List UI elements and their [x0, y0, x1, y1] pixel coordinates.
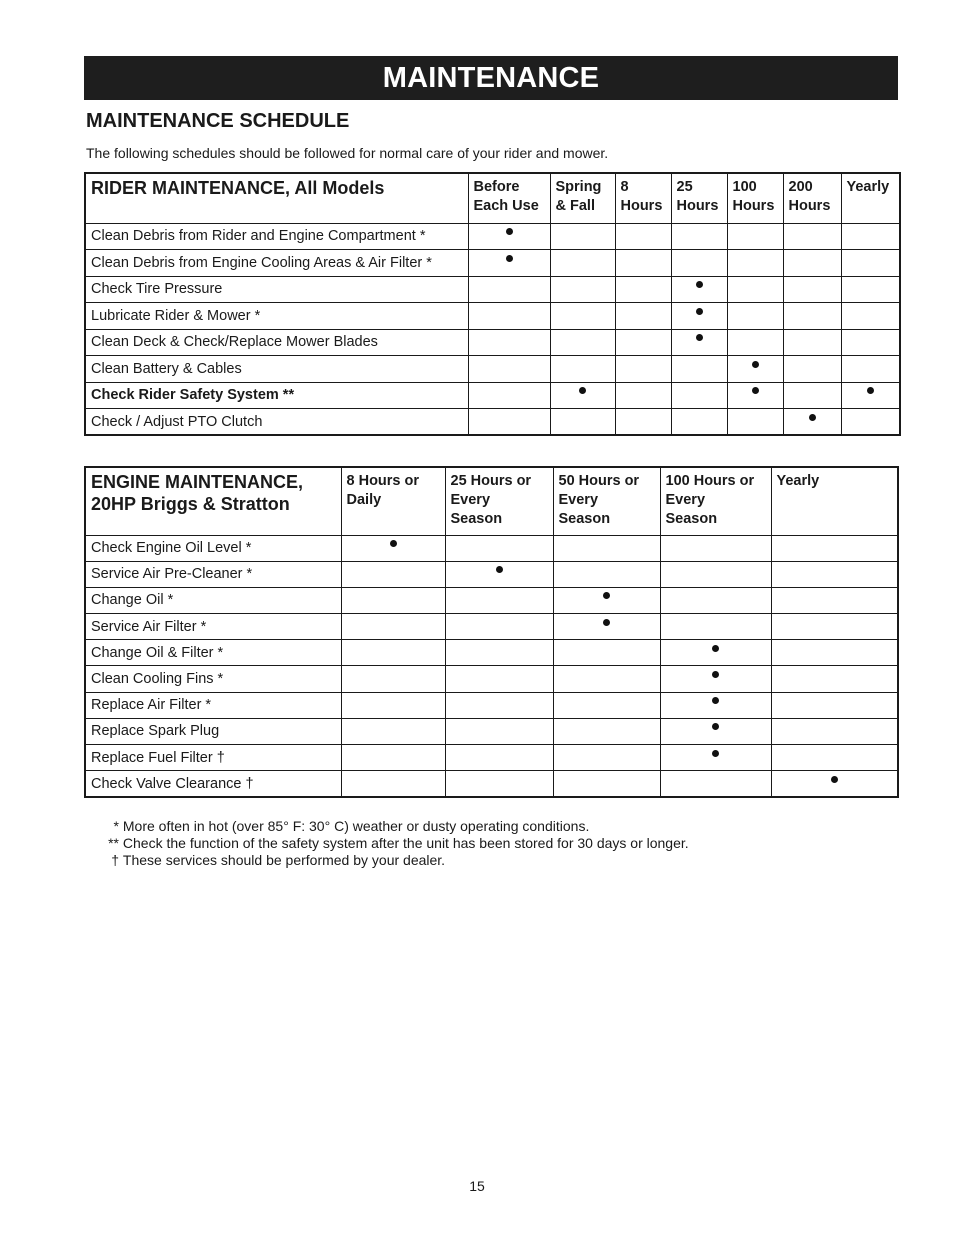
- schedule-cell: [341, 666, 445, 692]
- bullet-icon: [712, 645, 719, 652]
- footnote-text: More often in hot (over 85° F: 30° C) weather or dusty operating conditions.: [122, 818, 590, 834]
- task-label: Service Air Pre-Cleaner *: [85, 561, 341, 587]
- schedule-cell: [771, 561, 898, 587]
- schedule-cell: [615, 223, 671, 250]
- schedule-cell: [841, 250, 900, 277]
- table-row: [85, 640, 898, 666]
- schedule-cell: [341, 718, 445, 744]
- col-header-line: 200: [788, 179, 813, 195]
- schedule-cell: [841, 303, 900, 330]
- schedule-cell: [841, 276, 900, 303]
- rider-column-header: [468, 173, 550, 223]
- task-label: Replace Air Filter *: [85, 692, 341, 718]
- bullet-icon: [752, 387, 759, 394]
- schedule-cell: [445, 718, 553, 744]
- schedule-cell: [553, 771, 660, 797]
- schedule-cell: [660, 535, 771, 561]
- schedule-cell: [553, 535, 660, 561]
- schedule-cell: [771, 614, 898, 640]
- bullet-icon: [712, 697, 719, 704]
- schedule-cell: [445, 745, 553, 771]
- schedule-cell: [671, 356, 727, 383]
- col-header-line: Hours: [620, 198, 663, 214]
- schedule-cell: [727, 276, 783, 303]
- schedule-cell: [445, 771, 553, 797]
- table-row: [85, 535, 898, 561]
- rider-table-title: RIDER MAINTENANCE, All Models: [85, 173, 468, 223]
- table-row: [85, 745, 898, 771]
- bullet-icon: [712, 671, 719, 678]
- schedule-cell: [553, 666, 660, 692]
- table-row: [85, 303, 900, 330]
- engine-title-line: 20HP Briggs & Stratton: [91, 494, 290, 514]
- schedule-cell: [671, 329, 727, 356]
- schedule-cell: [783, 356, 841, 383]
- schedule-cell: [671, 276, 727, 303]
- schedule-cell: [445, 614, 553, 640]
- engine-column-header: [771, 467, 898, 535]
- task-label: Clean Battery & Cables: [85, 356, 468, 383]
- schedule-cell: [445, 692, 553, 718]
- schedule-cell: [553, 640, 660, 666]
- schedule-cell: [771, 535, 898, 561]
- col-header-line: Every: [450, 492, 491, 508]
- bullet-icon: [752, 361, 759, 368]
- task-label: Clean Deck & Check/Replace Mower Blades: [85, 329, 468, 356]
- schedule-cell: [783, 276, 841, 303]
- engine-column-header: [553, 467, 660, 535]
- schedule-cell: [341, 561, 445, 587]
- schedule-cell: [615, 329, 671, 356]
- schedule-cell: [783, 223, 841, 250]
- col-header-line: Hours: [788, 198, 831, 214]
- footnote: [100, 852, 689, 869]
- task-label: Clean Cooling Fins *: [85, 666, 341, 692]
- rider-column-header: [841, 173, 900, 223]
- schedule-cell: [671, 303, 727, 330]
- schedule-cell: [341, 535, 445, 561]
- bullet-icon: [579, 387, 586, 394]
- schedule-cell: [550, 382, 615, 409]
- col-header-line: 8: [620, 179, 629, 195]
- schedule-cell: [660, 561, 771, 587]
- bullet-icon: [831, 776, 838, 783]
- bullet-icon: [696, 281, 703, 288]
- schedule-cell: [771, 692, 898, 718]
- col-header-line: 25 Hours or: [450, 473, 532, 489]
- table-row: [85, 276, 900, 303]
- schedule-cell: [783, 303, 841, 330]
- schedule-cell: [341, 692, 445, 718]
- task-label: Service Air Filter *: [85, 614, 341, 640]
- schedule-cell: [550, 276, 615, 303]
- task-label: Clean Debris from Rider and Engine Compartment *: [85, 223, 468, 250]
- schedule-cell: [550, 329, 615, 356]
- schedule-cell: [550, 223, 615, 250]
- table-row: [85, 382, 900, 409]
- schedule-cell: [615, 409, 671, 436]
- schedule-cell: [727, 409, 783, 436]
- table-row: [85, 666, 898, 692]
- schedule-cell: [660, 771, 771, 797]
- engine-header-row: [85, 467, 898, 535]
- engine-title-line: ENGINE MAINTENANCE,: [91, 472, 304, 492]
- engine-column-header: [445, 467, 553, 535]
- task-label: Replace Spark Plug: [85, 718, 341, 744]
- schedule-cell: [553, 614, 660, 640]
- schedule-cell: [445, 561, 553, 587]
- schedule-cell: [783, 329, 841, 356]
- schedule-cell: [727, 382, 783, 409]
- rider-maintenance-table: [84, 172, 901, 436]
- col-header-line: 8 Hours or: [346, 473, 420, 489]
- schedule-cell: [615, 250, 671, 277]
- page-number: 15: [469, 1178, 485, 1194]
- schedule-cell: [615, 276, 671, 303]
- col-header-line: 100 Hours or: [665, 473, 755, 489]
- schedule-cell: [771, 745, 898, 771]
- schedule-cell: [783, 409, 841, 436]
- intro-text: The following schedules should be followed for normal care of your rider and mower.: [86, 145, 609, 161]
- col-header-line: 25: [676, 179, 693, 195]
- schedule-cell: [468, 356, 550, 383]
- col-header-line: Yearly: [846, 179, 890, 195]
- rider-column-header: [671, 173, 727, 223]
- banner-title: MAINTENANCE: [382, 61, 600, 94]
- schedule-cell: [771, 640, 898, 666]
- schedule-cell: [727, 329, 783, 356]
- bullet-icon: [696, 334, 703, 341]
- task-label: Change Oil & Filter *: [85, 640, 341, 666]
- schedule-cell: [445, 587, 553, 613]
- schedule-cell: [771, 718, 898, 744]
- col-header-line: Season: [558, 511, 611, 527]
- schedule-cell: [671, 250, 727, 277]
- schedule-cell: [841, 223, 900, 250]
- schedule-cell: [727, 223, 783, 250]
- schedule-cell: [841, 409, 900, 436]
- table-row: [85, 692, 898, 718]
- schedule-cell: [553, 692, 660, 718]
- schedule-cell: [550, 250, 615, 277]
- schedule-cell: [727, 250, 783, 277]
- rider-column-header: [727, 173, 783, 223]
- schedule-cell: [550, 303, 615, 330]
- task-label: Replace Fuel Filter †: [85, 745, 341, 771]
- schedule-cell: [468, 329, 550, 356]
- bullet-icon: [496, 566, 503, 573]
- footnote: [100, 835, 689, 852]
- footnote: [100, 818, 689, 835]
- rider-column-header: [615, 173, 671, 223]
- table-row: [85, 718, 898, 744]
- rider-header-row: [85, 173, 900, 223]
- table-row: [85, 614, 898, 640]
- bullet-icon: [712, 723, 719, 730]
- schedule-cell: [615, 303, 671, 330]
- col-header-line: Spring: [555, 179, 602, 195]
- schedule-cell: [660, 692, 771, 718]
- schedule-cell: [660, 640, 771, 666]
- schedule-cell: [660, 745, 771, 771]
- engine-table-body: [85, 535, 898, 797]
- schedule-cell: [771, 666, 898, 692]
- schedule-cell: [341, 640, 445, 666]
- table-row: [85, 223, 900, 250]
- schedule-cell: [841, 382, 900, 409]
- task-label: Check Valve Clearance †: [85, 771, 341, 797]
- schedule-cell: [468, 382, 550, 409]
- schedule-cell: [468, 303, 550, 330]
- schedule-cell: [445, 666, 553, 692]
- schedule-cell: [445, 535, 553, 561]
- schedule-cell: [660, 614, 771, 640]
- task-label: Check Engine Oil Level *: [85, 535, 341, 561]
- footnote-mark: **: [108, 835, 119, 851]
- bullet-icon: [603, 619, 610, 626]
- schedule-cell: [660, 666, 771, 692]
- col-header-line: Each Use: [473, 198, 539, 214]
- table-row: [85, 329, 900, 356]
- engine-column-header: [341, 467, 445, 535]
- footnote-text: These services should be performed by your dealer.: [122, 852, 446, 868]
- schedule-cell: [553, 745, 660, 771]
- schedule-cell: [341, 614, 445, 640]
- engine-table-title: [85, 467, 341, 535]
- schedule-cell: [468, 276, 550, 303]
- schedule-cell: [671, 223, 727, 250]
- schedule-cell: [553, 561, 660, 587]
- table-row: [85, 250, 900, 277]
- col-header-line: Before: [473, 179, 520, 195]
- bullet-icon: [696, 308, 703, 315]
- task-label: Check / Adjust PTO Clutch: [85, 409, 468, 436]
- schedule-cell: [550, 356, 615, 383]
- schedule-cell: [783, 382, 841, 409]
- col-header-line: Yearly: [776, 473, 820, 489]
- schedule-cell: [553, 587, 660, 613]
- schedule-cell: [615, 356, 671, 383]
- schedule-cell: [660, 718, 771, 744]
- col-header-line: Hours: [732, 198, 775, 214]
- col-header-line: Daily: [346, 492, 382, 508]
- rider-column-header: [783, 173, 841, 223]
- schedule-cell: [553, 718, 660, 744]
- schedule-cell: [445, 640, 553, 666]
- table-row: [85, 771, 898, 797]
- bullet-icon: [390, 540, 397, 547]
- bullet-icon: [867, 387, 874, 394]
- footnote-mark: *: [113, 818, 119, 834]
- engine-column-header: [660, 467, 771, 535]
- task-label: Check Tire Pressure: [85, 276, 468, 303]
- bullet-icon: [809, 414, 816, 421]
- col-header-line: & Fall: [555, 198, 595, 214]
- bullet-icon: [506, 255, 513, 262]
- table-row: [85, 356, 900, 383]
- page-banner: [84, 56, 898, 100]
- schedule-cell: [841, 356, 900, 383]
- task-label: Clean Debris from Engine Cooling Areas & Air Filter *: [85, 250, 468, 277]
- schedule-cell: [841, 329, 900, 356]
- col-header-line: Season: [665, 511, 718, 527]
- footnote-mark: †: [111, 852, 119, 868]
- schedule-cell: [468, 409, 550, 436]
- engine-maintenance-table: [84, 466, 899, 798]
- schedule-cell: [550, 409, 615, 436]
- schedule-cell: [468, 223, 550, 250]
- col-header-line: Hours: [676, 198, 719, 214]
- schedule-cell: [660, 587, 771, 613]
- schedule-cell: [341, 587, 445, 613]
- schedule-cell: [671, 382, 727, 409]
- schedule-cell: [341, 771, 445, 797]
- task-label: Check Rider Safety System **: [85, 382, 468, 409]
- col-header-line: Season: [450, 511, 503, 527]
- table-row: [85, 409, 900, 436]
- task-label: Lubricate Rider & Mower *: [85, 303, 468, 330]
- schedule-cell: [341, 745, 445, 771]
- schedule-cell: [468, 250, 550, 277]
- schedule-cell: [771, 771, 898, 797]
- footnote-text: Check the function of the safety system after the unit has been stored for 30 days or longer.: [122, 835, 689, 851]
- schedule-cell: [727, 303, 783, 330]
- schedule-cell: [783, 250, 841, 277]
- rider-column-header: [550, 173, 615, 223]
- schedule-cell: [671, 409, 727, 436]
- footnotes: [100, 818, 689, 869]
- bullet-icon: [603, 592, 610, 599]
- rider-table-body: [85, 223, 900, 435]
- table-row: [85, 587, 898, 613]
- bullet-icon: [712, 750, 719, 757]
- bullet-icon: [506, 228, 513, 235]
- schedule-cell: [771, 587, 898, 613]
- schedule-cell: [727, 356, 783, 383]
- col-header-line: Every: [665, 492, 706, 508]
- col-header-line: 50 Hours or: [558, 473, 640, 489]
- col-header-line: Every: [558, 492, 599, 508]
- col-header-line: 100: [732, 179, 757, 195]
- table-row: [85, 561, 898, 587]
- task-label: Change Oil *: [85, 587, 341, 613]
- schedule-cell: [615, 382, 671, 409]
- section-title: MAINTENANCE SCHEDULE: [86, 110, 350, 132]
